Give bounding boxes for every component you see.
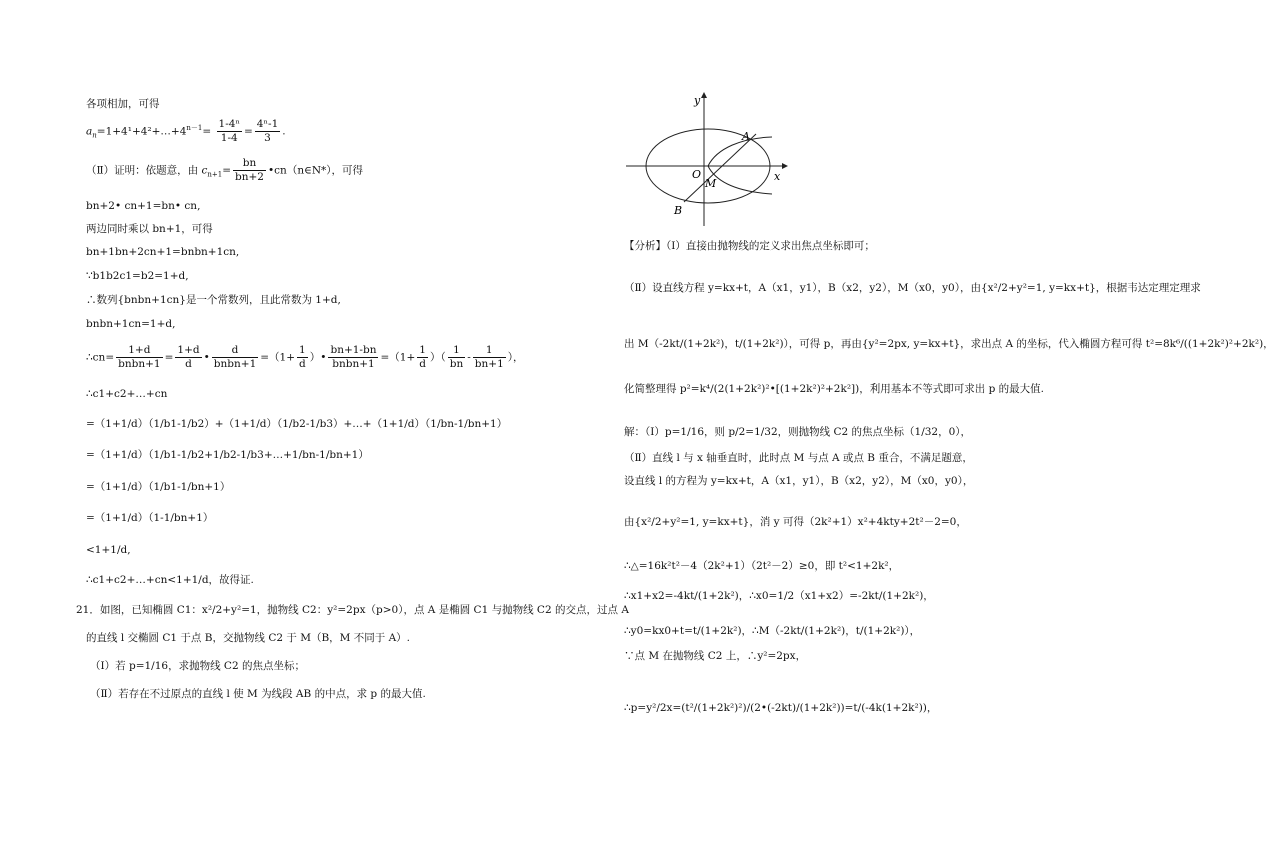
text-line: ∴数列{bnbn+1cn}是一个常数列，且此常数为 1+d,: [86, 294, 341, 306]
solution-line9: ∴p=y²/2x=(t²/(1+2k²)²)/(2•(-2kt)/(1+2k²))=t/(-4k(1+2k²))，: [624, 702, 938, 714]
text-line: =（1+1/d）（1/b1-1/b2）+（1+1/d）（1/b2-1/b3）+…+（1+1/d）（1/bn-1/bn+1）: [86, 418, 508, 430]
solution-line7: ∴y0=kx0+t=t/(1+2k²)，∴M（-2kt/(1+2k²)，t/(1+2k²)），: [624, 625, 921, 637]
question-21-line1: 21．如图，已知椭圆 C1：x²/2+y²=1，抛物线 C2：y²=2px（p>0），点 A 是椭圆 C1 与抛物线 C2 的交点，过点 A: [76, 604, 629, 616]
part2-intro: （Ⅱ）证明：依题意，由 $c_{n+1}=$ $\frac{bn}{bn+2}$ •cn（n∈N*），可得: [86, 157, 364, 183]
ellipse-parabola-figure: [622, 90, 792, 230]
text-line: <1+1/d,: [86, 544, 131, 556]
label-y: y: [694, 94, 701, 107]
analysis-line4: 化简整理得 p²=k⁴/(2(1+2k²)²•[(1+2k²)²+2k²])，利用基本不等式即可求出 p 的最大值.: [624, 383, 1044, 395]
text-line: ∴c1+c2+…+cn<1+1/d，故得证.: [86, 574, 254, 586]
fraction: $\frac{bn}{bn+2}$: [235, 157, 264, 183]
text-line: bnbn+1cn=1+d,: [86, 318, 176, 330]
question-21-part1: （Ⅰ）若 p=1/16，求抛物线 C2 的焦点坐标；: [90, 660, 305, 672]
formula-cn: ∴cn= $\frac{1+d}{\text{bnbn+1}}$ = $\frac{1+d}{d}$ • $\frac{d}{\text{bnbn+1}}$ =（1+ $\frac{1}{d}$ ）• $\frac{bn+1-bn}{\text{bnbn+1}}$ =（1+ $\frac{1}{d}$ ）（ $\frac{1}{bn}$ - $\frac{1}{bn+1}$ ），: [86, 344, 524, 370]
x-axis-arrow: [782, 163, 788, 169]
solution-line3: 设直线 l 的方程为 y=kx+t，A（x1，y1），B（x2，y2），M（x0，y0），: [624, 475, 974, 487]
text-line: bn+1bn+2cn+1=bnbn+1cn,: [86, 246, 240, 258]
y-axis-arrow: [701, 92, 707, 98]
label-x: x: [774, 170, 781, 183]
analysis-line1: 【分析】（Ⅰ）直接由抛物线的定义求出焦点坐标即可；: [624, 240, 875, 252]
text-line: ∵b1b2c1=b2=1+d,: [86, 270, 189, 282]
text-line: =（1+1/d）（1/b1-1/bn+1）: [86, 481, 231, 493]
solution-line8: ∵点 M 在抛物线 C2 上，∴y²=2px，: [624, 650, 807, 662]
question-21-line2: 的直线 l 交椭圆 C1 于点 B，交抛物线 C2 于 M（B，M 不同于 A）.: [86, 632, 411, 644]
fraction: $\frac{\text{1-4ⁿ}}{1-4}$: [218, 118, 240, 144]
solution-line4: 由{x²/2+y²=1, y=kx+t}，消 y 可得（2k²+1）x²+4kty+2t²－2=0，: [624, 516, 967, 528]
solution-line1: 解：（Ⅰ）p=1/16，则 p/2=1/32，则抛物线 C2 的焦点坐标（1/32，0），: [624, 426, 972, 438]
formula-an: $a_n=1+4^1+4^2+\dots+4^{n-1}=$ $\frac{\text{1-4ⁿ}}{1-4}$ = $\frac{\text{4ⁿ-1}}{3}$ .: [86, 118, 286, 144]
analysis-line2: （Ⅱ）设直线方程 y=kx+t，A（x1，y1），B（x2，y2），M（x0，y0），由{x²/2+y²=1, y=kx+t}，根据韦达定理定理求: [624, 282, 1201, 294]
fraction: $\frac{\text{4ⁿ-1}}{3}$: [256, 118, 279, 144]
solution-line6: ∴x1+x2=-4kt/(1+2k²)，∴x0=1/2（x1+x2）=-2kt/(1+2k²)，: [624, 590, 934, 602]
label-O: O: [692, 168, 702, 181]
label-A: A: [742, 130, 750, 143]
analysis-line3: 出 M（-2kt/(1+2k²)，t/(1+2k²)），可得 p，再由{y²=2px, y=kx+t}，求出点 A 的坐标，代入椭圆方程可得 t²=8k⁶/((1+2k²)²+2k²)，: [624, 338, 1274, 350]
text-line: ∴c1+c2+…+cn: [86, 388, 168, 400]
text-line: bn+2• cn+1=bn• cn,: [86, 200, 201, 212]
solution-line2: （Ⅱ）直线 l 与 x 轴垂直时，此时点 M 与点 A 或点 B 重合，不满足题意，: [624, 452, 973, 464]
question-21-part2: （Ⅱ）若存在不过原点的直线 l 使 M 为线段 AB 的中点，求 p 的最大值.: [90, 688, 426, 700]
text-line: 两边同时乘以 bn+1，可得: [86, 223, 213, 235]
solution-line5: ∴△=16k²t²－4（2k²+1）（2t²－2）≥0，即 t²<1+2k²，: [624, 560, 900, 572]
text-line: =（1+1/d）（1-1/bn+1）: [86, 512, 214, 524]
text-line: 各项相加，可得: [86, 98, 160, 110]
label-B: B: [674, 204, 683, 217]
label-M: M: [705, 177, 717, 190]
text-line: =（1+1/d）（1/b1-1/b2+1/b2-1/b3+…+1/bn-1/bn+1）: [86, 449, 369, 461]
